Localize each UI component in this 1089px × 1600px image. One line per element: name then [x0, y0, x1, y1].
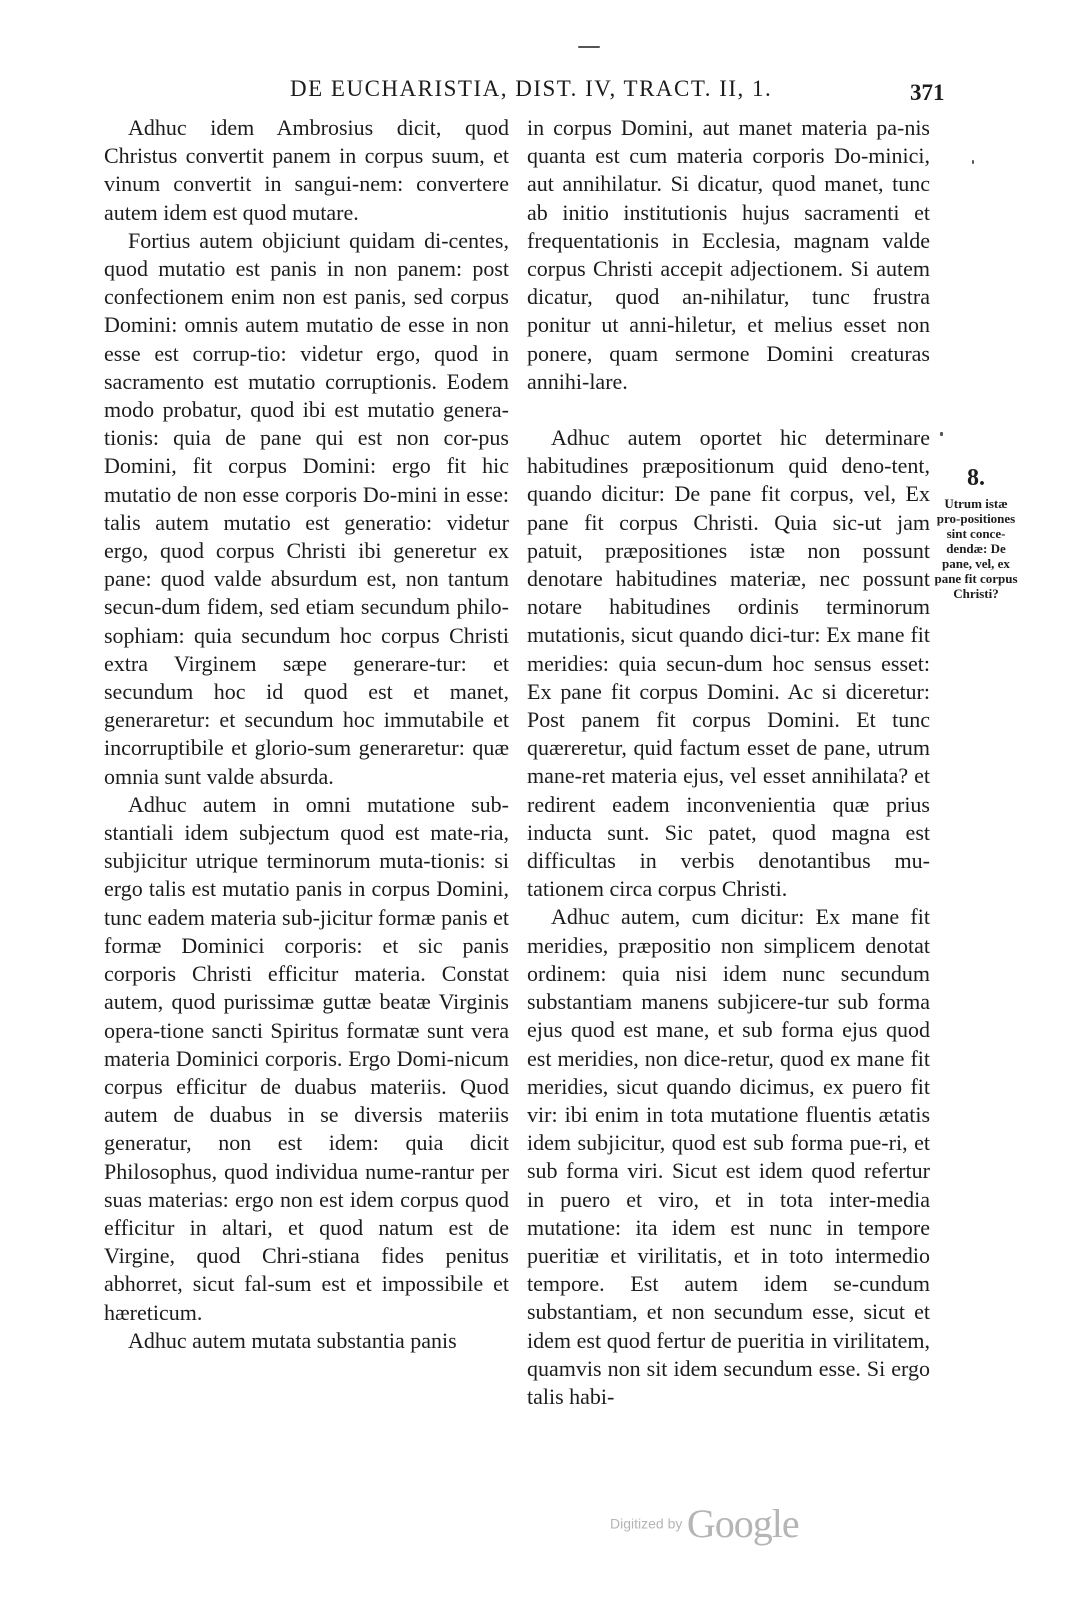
paragraph: Adhuc autem in omni mutatione sub-stantiali idem subjectum quod est mate-ria, subjicitur utrique terminorum muta-tionis: si ergo talis est mutatio panis in corpus Domini, tunc eadem materia sub-jicitur formæ panis et formæ Dominici corporis: et sic panis corporis Christi efficitur materia. Constat autem, quod purissimæ guttæ beatæ Virginis opera-tione sancti Spiritus formatæ sunt vera materia Dominici corporis. Ergo Domi-nicum corpus efficitur de duabus materiis. Quod autem de duabus in se diversis materiis generatur, non est idem: quia dicit Philosophus, quod individua nume-rantur per suas materias: ergo non est idem corpus quod efficitur in altari, et quod natum est de Virgine, quod Chri-stiana fides penitus abhorret, sicut fal-sum est et impossibile et hæreticum. [104, 791, 509, 1325]
margin-note [932, 462, 1020, 601]
ink-speck [972, 160, 974, 164]
left-text-column [104, 114, 509, 1355]
margin-note-number: 8. [967, 465, 985, 491]
margin-note-text: Utrum istæ pro-positiones sint conce-dendæ: De pane, vel, ex pane fit corpus Christi? [934, 496, 1018, 601]
paragraph: in corpus Domini, aut manet materia pa-nis quanta est cum materia corporis Do-minici, aut annihilatur. Si dicatur, quod manet, tunc ab initio institutionis hujus sacramenti et frequentationis in Ecclesia, magnam valde corpus Christi accepit adjectionem. Si autem dicatur, quod an-nihilatur, tunc frustra ponitur ut anni-hiletur, et melius esset non ponere, quam sermone Domini creaturas annihi-lare. [527, 115, 930, 394]
paragraph: Adhuc autem mutata substantia panis [128, 1327, 457, 1353]
paragraph: Adhuc idem Ambrosius dicit, quod Christus convertit panem in corpus suum, et vinum convertit in sangui-nem: convertere autem idem est quod mutare. [104, 115, 509, 225]
paragraph: Fortius autem objiciunt quidam di-centes, quod mutatio est panis in non panem: post confectionem enim non est panis, sed corpus Domini: omnis autem mutatio de esse in non esse est corrup-tio: videtur ergo, quod in sacramento est mutatio corruptionis. Eodem modo probatur, quod ibi est mutatio genera-tionis: quia de pane qui est non cor-pus Domini, fit corpus Domini: ergo fit hic mutatio de non esse corporis Do-mini in esse: talis autem mutatio est generatio: videtur ergo, quod corpus Christi ibi generetur ex pane: quod valde absurdum est, non tantum secun-dum fidem, sed etiam secundum philo-sophiam: quia secundum hoc corpus Christi extra Virginem sæpe generare-tur: et secundum hoc id quod est et manet, generaretur: et secundum hoc immutabile et incorruptibile et glorio-sum generaretur: quæ omnia sunt valde absurda. [104, 227, 509, 789]
watermark-prefix: Digitized by [610, 1515, 683, 1532]
google-logo: Google [686, 1501, 799, 1546]
paragraph: Adhuc autem, cum dicitur: Ex mane fit meridies, præpositio non simplicem denotat ordinem: quia nisi idem nunc secundum substantiam manens subjicere-tur sub forma ejus quod est mane, et sub forma ejus quod est meridies, non dice-retur, quod ex mane fit meridies, sicut quando dicimus, ex puero fit vir: ibi enim in tota mutatione fluentis ætatis idem subjicitur, quod est sub forma pue-ri, et sub forma viri. Sicut est idem quod refertur in puero et viro, et in tota inter-media mutatione: ita idem est nunc in tempore pueritiæ et virilitatis, et in toto intermedio tempore. Est autem idem se-cundum substantiam, et non secundum esse, sicut et idem est quod fertur de pueritia in virilitatem, quamvis non sit idem secundum esse. Si ergo talis habi- [527, 904, 930, 1409]
ink-speck [940, 432, 943, 436]
ink-speck [578, 46, 600, 48]
digitized-watermark [610, 1500, 799, 1547]
page-number: 371 [910, 80, 945, 105]
running-title: DE EUCHARISTIA, DIST. IV, TRACT. II, 1. [290, 76, 773, 101]
right-text-column [527, 114, 930, 1411]
paragraph: Adhuc autem oportet hic determinare habitudines præpositionum quid deno-tent, quando dicitur: De pane fit corpus, vel, Ex pane fit corpus Christi. Quia sic-ut jam patuit, præpositiones istæ non possunt denotare habitudines materiæ, nec possunt notare habitudines ordinis terminorum mutationis, sicut quando dici-tur: Ex mane fit meridies: quia secun-dum hoc sensus esset: Ex pane fit corpus Domini. Ac si diceretur: Post panem fit corpus Domini. Et tunc quæreretur, quid factum esset de pane, utrum mane-ret materia ejus, vel esset annihilata? et redirent eadem inconvenientia quæ prius inducta sunt. Sic patet, quod magna est difficultas in verbis denotantibus mu-tationem circa corpus Christi. [527, 425, 930, 902]
